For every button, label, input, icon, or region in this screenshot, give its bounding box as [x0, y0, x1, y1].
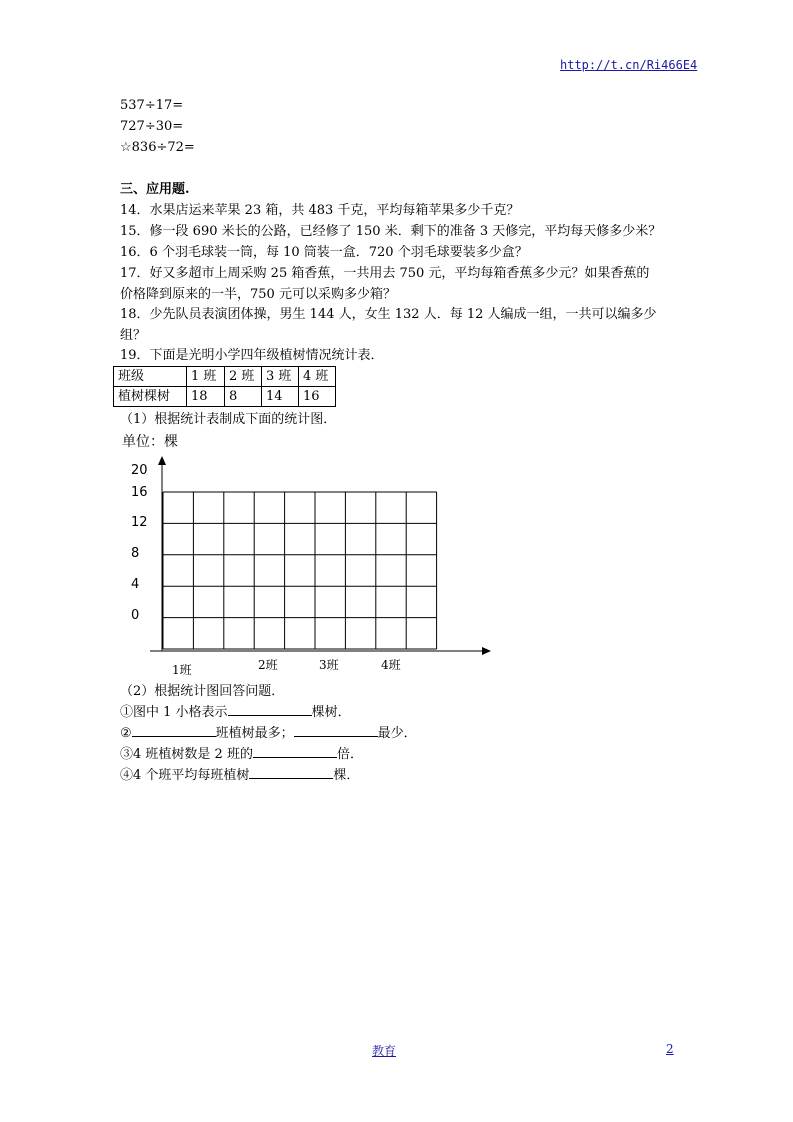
page-number: 2: [666, 1042, 674, 1056]
footer-link[interactable]: 教育: [372, 1044, 397, 1058]
table-cell: 4 班: [299, 367, 336, 387]
task-1: （1）根据统计表制成下面的统计图．: [120, 412, 337, 427]
problem-18-line-2: 组？: [120, 328, 147, 343]
calc-line-1: 537÷17=: [120, 98, 184, 113]
question-marker: ④: [120, 768, 134, 783]
question-1: [120, 703, 351, 722]
question-text: 最少．: [377, 726, 417, 741]
problem-18-line-1: 18．少先队员表演团体操，男生 144 人，女生 132 人．每 12 人编成一组，一共可以编多少: [120, 307, 657, 322]
x-tick-label: 2班: [258, 658, 278, 672]
section-title: 三、应用题.: [120, 182, 190, 197]
answer-blank[interactable]: [249, 766, 333, 779]
question-text: 倍．: [336, 747, 363, 762]
table-cell: 班级: [114, 367, 187, 387]
table-cell: 2 班: [225, 367, 262, 387]
question-2: [120, 724, 417, 743]
question-marker: ①: [120, 705, 134, 720]
answer-blank[interactable]: [132, 724, 216, 737]
calc-line-3: ☆836÷72=: [120, 140, 195, 155]
question-4: [120, 766, 359, 785]
answer-blank[interactable]: [228, 703, 312, 716]
answer-blank[interactable]: [294, 724, 378, 737]
answer-blank[interactable]: [253, 745, 337, 758]
y-tick-labels: [131, 463, 148, 623]
question-text: 班植树最多；: [215, 726, 294, 741]
x-tick-label: 1班: [172, 663, 192, 677]
question-text: 4 班植树数是 2 班的: [133, 747, 253, 762]
unit-label: 单位：棵: [122, 434, 178, 450]
problem-16: 16．6 个羽毛球装一筒，每 10 筒装一盒．720 个羽毛球要装多少盒？: [120, 245, 528, 260]
table-cell: 3 班: [262, 367, 299, 387]
y-tick-label: 0: [131, 608, 140, 623]
problem-14: 14．水果店运来苹果 23 箱，共 483 千克，平均每箱苹果多少千克？: [120, 203, 520, 218]
problem-17-line-2: 价格降到原来的一半，750 元可以采购多少箱？: [120, 287, 396, 302]
problem-19: 19．下面是光明小学四年级植树情况统计表．: [120, 348, 384, 363]
table-cell: 16: [299, 387, 336, 407]
problem-17-line-1: 17．好又多超市上周采购 25 箱香蕉，一共用去 750 元，平均每箱香蕉多少元？如果香蕉的: [120, 266, 650, 281]
question-text: 4 个班平均每班植树: [133, 768, 250, 783]
table-cell: 8: [225, 387, 262, 407]
chart-axes: [150, 456, 491, 655]
task-2: （2）根据统计图回答问题．: [120, 684, 285, 699]
x-tick-labels: [172, 657, 401, 677]
table-cell: 1 班: [187, 367, 225, 387]
calc-line-2: 727÷30=: [120, 119, 184, 134]
x-axis-arrow: [482, 647, 491, 655]
y-tick-label: 8: [131, 546, 140, 561]
question-marker: ③: [120, 747, 134, 762]
x-tick-label: 3班: [319, 658, 339, 672]
problem-15: 15．修一段 690 米长的公路，已经修了 150 米．剩下的准备 3 天修完，平均每天修多少米？: [120, 224, 662, 239]
table-cell: 14: [262, 387, 299, 407]
y-tick-label: 12: [131, 515, 148, 530]
question-text: 棵．: [333, 768, 360, 783]
y-tick-label: 20: [131, 463, 148, 478]
question-text: 图中 1 小格表示: [133, 705, 228, 720]
table-cell: 18: [187, 387, 225, 407]
y-tick-label: 16: [131, 485, 148, 500]
x-tick-label: 4班: [381, 658, 401, 672]
question-3: [120, 745, 363, 764]
header-link[interactable]: http://t.cn/Ri466E4: [560, 58, 698, 72]
chart-grid: [163, 492, 437, 649]
question-text: 棵树．: [311, 705, 351, 720]
question-marker: ②: [120, 726, 132, 741]
y-axis-arrow: [158, 456, 166, 465]
y-tick-label: 4: [131, 577, 140, 592]
table-cell: 植树棵树: [114, 387, 187, 407]
